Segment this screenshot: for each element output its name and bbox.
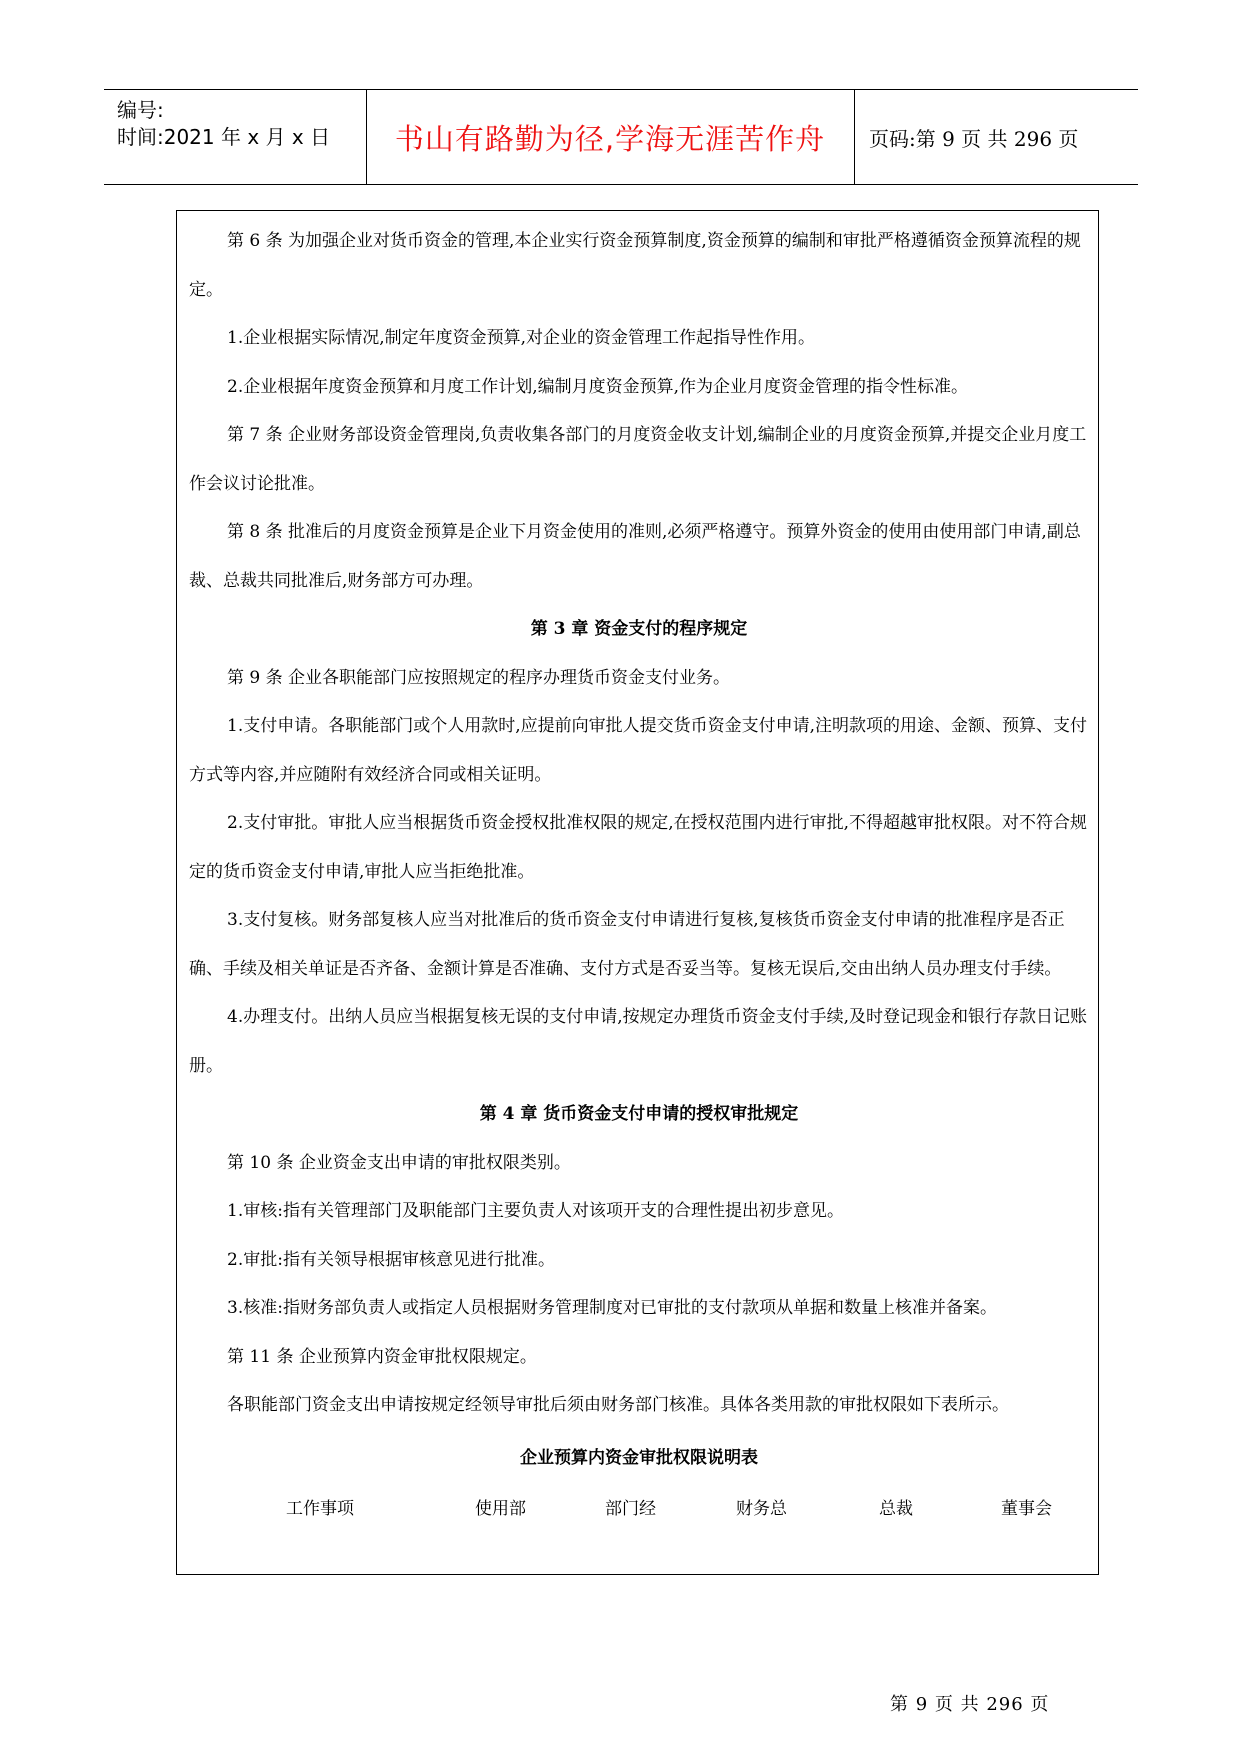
table-header-cell: 工作事项 [286,1498,354,1519]
table-header-cell: 董事会 [1001,1498,1052,1519]
content-body [189,217,1089,1530]
article-6-item-1: 1.企业根据实际情况,制定年度资金预算,对企业的资金管理工作起指导性作用。 [227,328,816,348]
article-10: 第 10 条 企业资金支出申请的审批权限类别。 [227,1152,571,1173]
article-9: 第 9 条 企业各职能部门应按照规定的程序办理货币资金支付业务。 [227,667,731,688]
article-9-item-2: 2.支付审批。审批人应当根据货币资金授权批准权限的规定,在授权范围内进行审批,不得超越审批权限。对不符合规定的货币资金支付申请,审批人应当拒绝批准。 [189,813,1088,882]
content-box [176,210,1099,1575]
header-left-cell [104,90,367,184]
article-6-item-2: 2.企业根据年度资金预算和月度工作计划,编制月度资金预算,作为企业月度资金管理的指令性标准。 [227,376,969,397]
article-10-item-2: 2.审批:指有关领导根据审核意见进行批准。 [227,1249,555,1270]
article-9-item-3: 3.支付复核。财务部复核人应当对批准后的货币资金支付申请进行复核,复核货币资金支付申请的批准程序是否正确、手续及相关单证是否齐备、金额计算是否准确、支付方式是否妥当等。复核无误后,交由出纳人员办理支付手续。 [189,910,1065,979]
table-title: 企业预算内资金审批权限说明表 [520,1447,758,1468]
article-7: 第 7 条 企业财务部设资金管理岗,负责收集各部门的月度资金收支计划,编制企业的月度资金预算,并提交企业月度工作会议讨论批准。 [189,425,1087,494]
header-page-info: 页码:第 9 页 共 296 页 [869,126,1079,151]
article-11: 第 11 条 企业预算内资金审批权限规定。 [227,1346,537,1367]
document-date-label: 时间:2021 年 x 月 x 日 [117,125,331,149]
table-header-cell: 财务总 [736,1498,787,1519]
header-page-cell [855,90,1138,184]
article-10-item-3: 3.核准:指财务部负责人或指定人员根据财务管理制度对已审批的支付款项从单据和数量上核准并备案。 [227,1298,997,1318]
chapter-3-heading: 第 3 章 资金支付的程序规定 [530,619,748,639]
article-6: 第 6 条 为加强企业对货币资金的管理,本企业实行资金预算制度,资金预算的编制和审批严格遵循资金预算流程的规定。 [189,231,1081,300]
page-footer: 第 9 页 共 296 页 [890,1694,1050,1715]
document-number-label: 编号: [117,98,164,122]
article-9-item-1: 1.支付申请。各职能部门或个人用款时,应提前向审批人提交货币资金支付申请,注明款项的用途、金额、预算、支付方式等内容,并应随附有效经济合同或相关证明。 [189,716,1088,785]
page-header [104,89,1138,185]
table-header-cell: 使用部 [475,1498,526,1519]
table-header-cell: 部门经 [605,1498,656,1519]
article-9-item-4: 4.办理支付。出纳人员应当根据复核无误的支付申请,按规定办理货币资金支付手续,及时登记现金和银行存款日记账册。 [189,1007,1088,1076]
chapter-4-heading: 第 4 章 货币资金支付申请的授权审批规定 [479,1104,799,1124]
header-motto: 书山有路勤为径,学海无涯苦作舟 [394,121,826,156]
table-header-cell: 总裁 [879,1498,913,1519]
header-motto-cell [366,90,855,184]
article-8: 第 8 条 批准后的月度资金预算是企业下月资金使用的准则,必须严格遵守。预算外资金的使用由使用部门申请,副总裁、总裁共同批准后,财务部方可办理。 [189,522,1081,591]
table-header-row [189,1486,1089,1530]
article-11-note: 各职能部门资金支出申请按规定经领导审批后须由财务部门核准。具体各类用款的审批权限如下表所示。 [227,1395,1009,1415]
article-10-item-1: 1.审核:指有关管理部门及职能部门主要负责人对该项开支的合理性提出初步意见。 [227,1201,844,1221]
